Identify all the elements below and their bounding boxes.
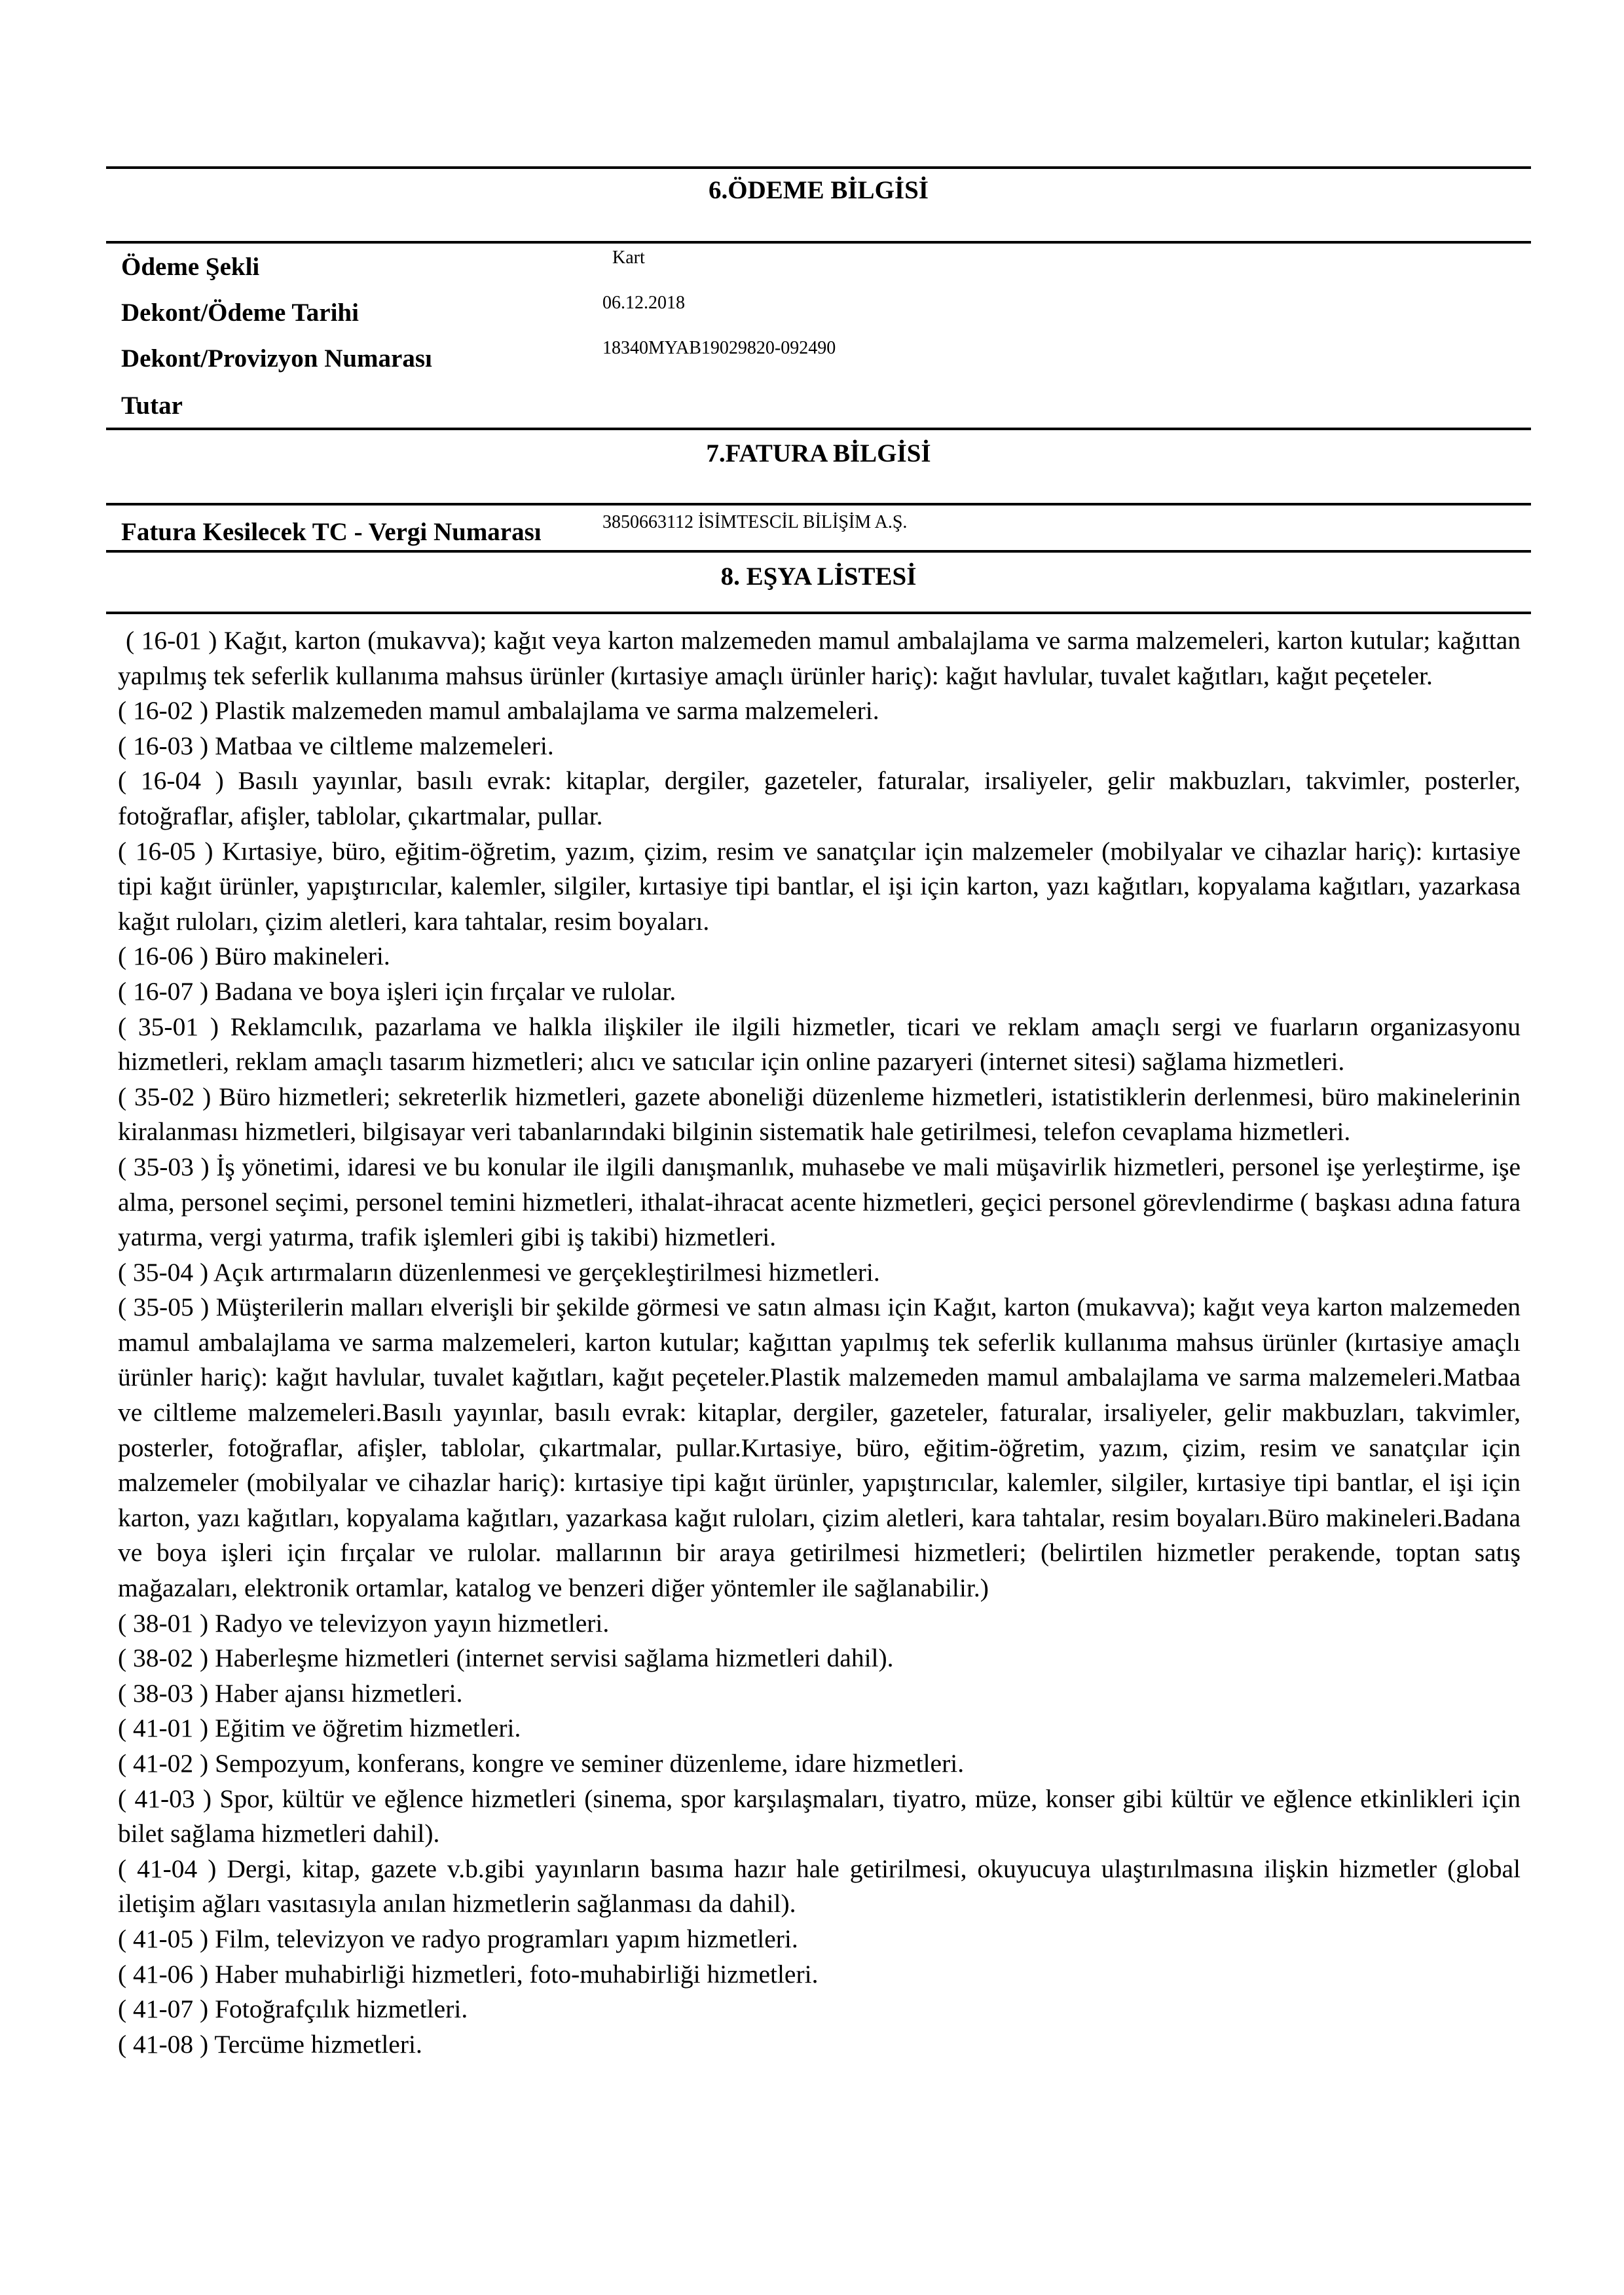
goods-item-16-04: ( 16-04 ) Basılı yayınlar, basılı evrak: kitaplar, dergiler, gazeteler, faturalar, irsaliyeler, gelir makbuzları, takvimler, posterler, fotoğraflar, afişler, tablolar, çıkartmalar, pullar. xyxy=(118,766,1521,830)
goods-item-38-03: ( 38-03 ) Haber ajansı hizmetleri. xyxy=(118,1678,463,1708)
payment-date-value: 06.12.2018 xyxy=(602,293,685,313)
goods-item-38-02: ( 38-02 ) Haberleşme hizmetleri (internet servisi sağlama hizmetleri dahil). xyxy=(118,1643,894,1673)
goods-item-41-04: ( 41-04 ) Dergi, kitap, gazete v.b.gibi yayınların basıma hazır hale getirilmesi, okuyucuya ulaştırılmasına ilişkin hizmetler (global iletişim ağları vasıtasıyla anılan hizmetlerin sağlanması da dahil). xyxy=(118,1854,1521,1919)
payment-date-label: Dekont/Ödeme Tarihi xyxy=(121,299,359,327)
goods-section-title: 8. EŞYA LİSTESİ xyxy=(720,562,917,591)
payment-ref-value: 18340MYAB19029820-092490 xyxy=(602,338,836,358)
goods-item-16-06: ( 16-06 ) Büro makineleri. xyxy=(118,942,390,971)
payment-section-title: 6.ÖDEME BİLGİSİ xyxy=(709,176,929,204)
goods-item-35-04: ( 35-04 ) Açık artırmaların düzenlenmesi ve gerçekleştirilmesi hizmetleri. xyxy=(118,1257,880,1287)
payment-ref-label: Dekont/Provizyon Numarası xyxy=(121,344,432,373)
top-rule xyxy=(106,166,1531,169)
goods-list xyxy=(118,623,1521,2062)
goods-item-41-01: ( 41-01 ) Eğitim ve öğretim hizmetleri. xyxy=(118,1714,521,1743)
goods-item-41-03: ( 41-03 ) Spor, kültür ve eğlence hizmetleri (sinema, spor karşılaşmaları, tiyatro, müze, konser gibi kültür ve eğlence etkinlikleri için bilet sağlama hizmetleri dahil). xyxy=(118,1784,1521,1848)
goods-item-16-01: ( 16-01 ) Kağıt, karton (mukavva); kağıt veya karton malzemeden mamul ambalajlama ve sarma malzemeleri, karton kutular; kağıttan yapılmış tek seferlik kullanıma mahsus ürünler (kırtasiye amaçlı ürünler hariç): kağıt havlular, tuvalet kağıtları, kağıt peçeteler. xyxy=(118,626,1521,690)
goods-item-35-01: ( 35-01 ) Reklamcılık, pazarlama ve halkla ilişkiler ile ilgili hizmetler, ticari ve reklam amaçlı sergi ve fuarların organizasyonu hizmetleri, reklam amaçlı tasarım hizmetleri; alıcı ve satıcılar için online pazaryeri (internet sitesi) sağlama hizmetleri. xyxy=(118,1012,1521,1076)
goods-item-41-07: ( 41-07 ) Fotoğrafçılık hizmetleri. xyxy=(118,1994,468,2024)
invoice-tax-label: Fatura Kesilecek TC - Vergi Numarası xyxy=(121,518,542,546)
payment-amount-label: Tutar xyxy=(121,392,183,420)
invoice-tax-value: 3850663112 İSİMTESCİL BİLİŞİM A.Ş. xyxy=(602,512,908,532)
payment-bottom-rule xyxy=(106,428,1531,430)
goods-item-16-02: ( 16-02 ) Plastik malzemeden mamul ambalajlama ve sarma malzemeleri. xyxy=(118,696,879,725)
goods-item-35-02: ( 35-02 ) Büro hizmetleri; sekreterlik hizmetleri, gazete aboneliği düzenleme hizmetleri, istatistiklerin derlenmesi, büro makinelerinin kiralanması hizmetleri, bilgisayar veri tabanlarındaki bilginin sistematik hale getirilmesi, telefon cevaplama hizmetleri. xyxy=(118,1082,1521,1147)
goods-item-35-03: ( 35-03 ) İş yönetimi, idaresi ve bu konular ile ilgili danışmanlık, muhasebe ve mali müşavirlik hizmetleri, personel işe yerleştirme, işe alma, personel seçimi, personel temini hizmetleri, ithalat-ihracat acente hizmetleri, geçici personel görevlendirme ( başkası adına fatura yatırma, vergi yatırma, trafik işlemleri gibi iş takibi) hizmetleri. xyxy=(118,1152,1521,1252)
goods-title-rule xyxy=(106,612,1531,614)
payment-method-value: Kart xyxy=(612,248,645,268)
payment-method-label: Ödeme Şekli xyxy=(121,253,260,281)
goods-item-16-07: ( 16-07 ) Badana ve boya işleri için fırçalar ve rulolar. xyxy=(118,976,676,1006)
goods-item-35-05: ( 35-05 ) Müşterilerin malları elverişli bir şekilde görmesi ve satın alması için Kağıt, karton (mukavva); kağıt veya karton malzemeden mamul ambalajlama ve sarma malzemeleri, karton kutular; kağıttan yapılmış tek seferlik kullanıma mahsus ürünler (kırtasiye amaçlı ürünler hariç): kağıt havlular, tuvalet kağıtları, kağıt peçeteler.Plastik malzemeden mamul ambalajlama ve sarma malzemeleri.Matbaa ve ciltleme malzemeleri.Basılı yayınlar, basılı evrak: kitaplar, dergiler, gazeteler, faturalar, irsaliyeler, gelir makbuzları, takvimler, posterler, fotoğraflar, afişler, tablolar, çıkartmalar, pullar.Kırtasiye, büro, eğitim-öğretim, yazım, çizim, resim ve sanatçılar için malzemeler (mobilyalar ve cihazlar hariç): kırtasiye tipi kağıt ürünler, yapıştırıcılar, kalemler, silgiler, kırtasiye tipi bantlar, el işi için karton, yazı kağıtları, kopyalama kağıtları, yazarkasa kağıt ruloları, çizim aletleri, kara tahtalar, resim boyaları.Büro makineleri.Badana ve boya işleri için fırçalar ve rulolar. mallarının bir araya getirilmesi hizmetleri; (belirtilen hizmetler perakende, toptan satış mağazaları, elektronik ortamlar, katalog ve benzeri diğer yöntemler ile sağlanabilir.) xyxy=(118,1293,1521,1603)
invoice-section-title: 7.FATURA BİLGİSİ xyxy=(706,439,931,468)
goods-item-41-02: ( 41-02 ) Sempozyum, konferans, kongre ve seminer düzenleme, idare hizmetleri. xyxy=(118,1749,965,1778)
invoice-bottom-rule xyxy=(106,550,1531,553)
invoice-title-rule xyxy=(106,503,1531,505)
payment-title-rule xyxy=(106,241,1531,244)
goods-item-41-05: ( 41-05 ) Film, televizyon ve radyo programları yapım hizmetleri. xyxy=(118,1924,798,1953)
goods-item-41-06: ( 41-06 ) Haber muhabirliği hizmetleri, foto-muhabirliği hizmetleri. xyxy=(118,1959,819,1989)
goods-item-16-05: ( 16-05 ) Kırtasiye, büro, eğitim-öğretim, yazım, çizim, resim ve sanatçılar için malzemeler (mobilyalar ve cihazlar hariç): kırtasiye tipi kağıt ürünler, yapıştırıcılar, kalemler, silgiler, kırtasiye tipi bantlar, el işi için karton, yazı kağıtları, kopyalama kağıtları, yazarkasa kağıt ruloları, çizim aletleri, kara tahtalar, resim boyaları. xyxy=(118,836,1521,936)
goods-item-38-01: ( 38-01 ) Radyo ve televizyon yayın hizmetleri. xyxy=(118,1608,610,1638)
goods-item-41-08: ( 41-08 ) Tercüme hizmetleri. xyxy=(118,2029,422,2059)
goods-item-16-03: ( 16-03 ) Matbaa ve ciltleme malzemeleri. xyxy=(118,731,554,760)
